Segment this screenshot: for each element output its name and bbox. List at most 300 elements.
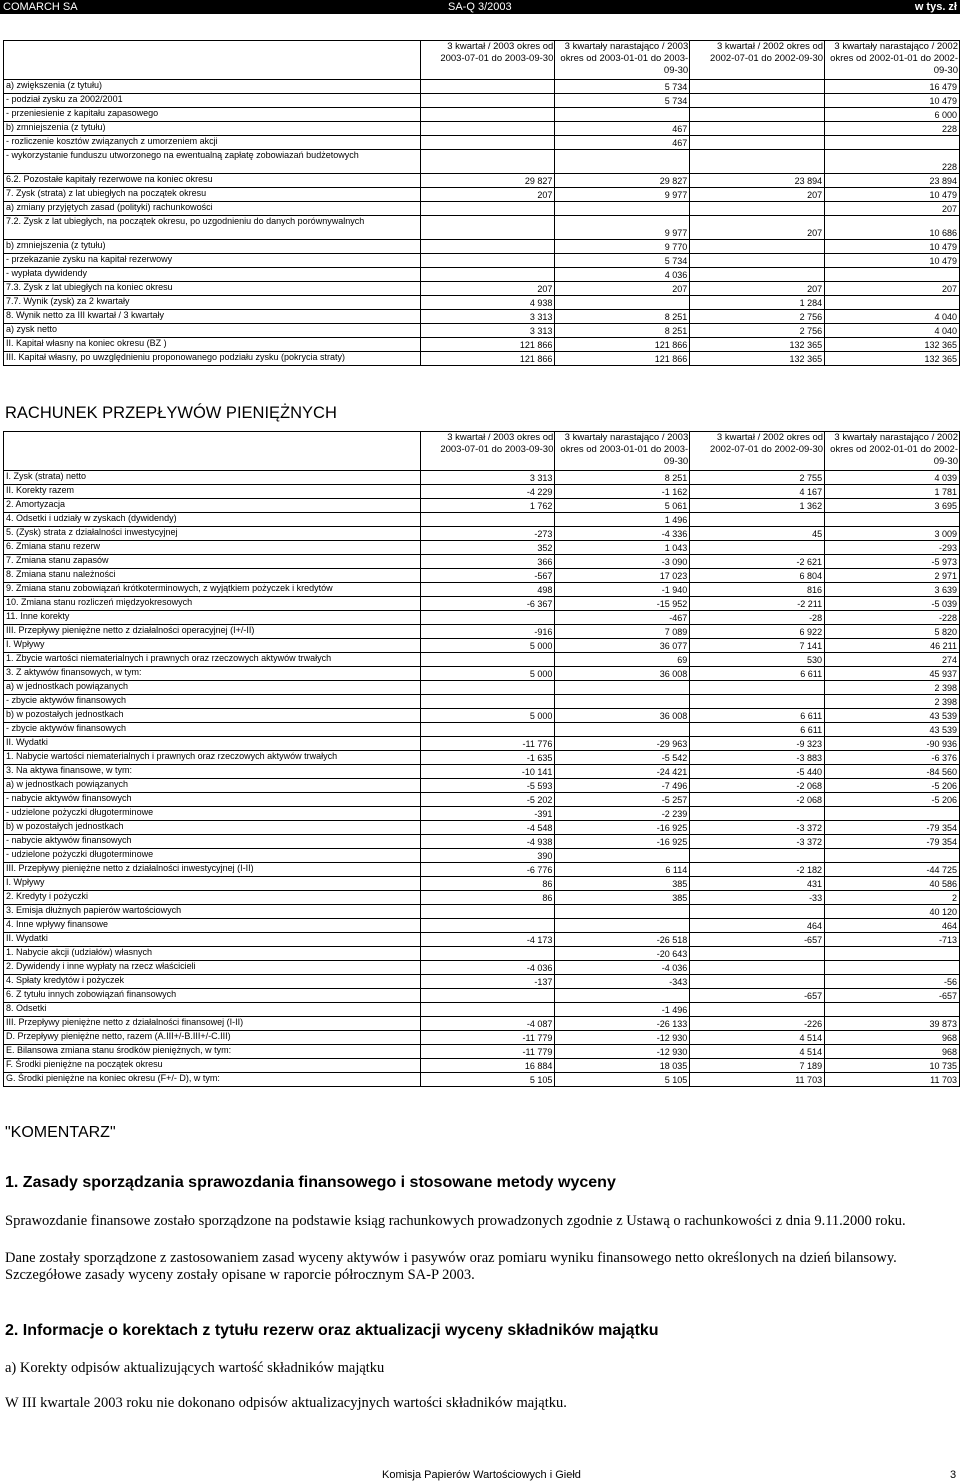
value-cell: 10 479 xyxy=(825,94,960,108)
value-cell: 5 105 xyxy=(555,1073,690,1087)
column-header: 3 kwartały narastająco / 2003 okres od 2003-01-01 do 2003-09-30 xyxy=(555,41,690,80)
value-cell: 366 xyxy=(420,555,555,569)
row-label: 3. Z aktywów finansowych, w tym: xyxy=(4,667,421,681)
value-cell: -5 257 xyxy=(555,793,690,807)
value-cell xyxy=(690,94,825,108)
value-cell xyxy=(555,849,690,863)
table-row xyxy=(4,136,960,150)
row-label: 9. Zmiana stanu zobowiązań krótkoterminowych, z wyjątkiem pożyczek i kredytów xyxy=(4,583,421,597)
value-cell: -4 938 xyxy=(420,835,555,849)
value-cell: -29 963 xyxy=(555,737,690,751)
row-label: II. Wydatki xyxy=(4,933,421,947)
value-cell: -657 xyxy=(825,989,960,1003)
table-row xyxy=(4,485,960,499)
paragraph-4: W III kwartale 2003 roku nie dokonano odpisów aktualizacyjnych wartości składników majątku. xyxy=(5,1395,567,1411)
company-name: COMARCH SA xyxy=(3,1,78,13)
row-label: 1. Zbycie wartości niematerialnych i prawnych oraz rzeczowych aktywów trwałych xyxy=(4,653,421,667)
value-cell: 1 362 xyxy=(690,499,825,513)
table-row xyxy=(4,933,960,947)
value-cell: 29 827 xyxy=(555,174,690,188)
value-cell xyxy=(690,947,825,961)
value-cell: -56 xyxy=(825,975,960,989)
table-row xyxy=(4,807,960,821)
table-row xyxy=(4,625,960,639)
row-label: - wykorzystanie funduszu utworzonego na ewentualną zapłatę zobowiazań budżetowych xyxy=(4,150,421,174)
value-cell: 207 xyxy=(690,282,825,296)
row-label: II. Korekty razem xyxy=(4,485,421,499)
value-cell: -5 039 xyxy=(825,597,960,611)
row-label: 2. Dywidendy i inne wypłaty na rzecz właścicieli xyxy=(4,961,421,975)
value-cell: 207 xyxy=(555,282,690,296)
table-header-row xyxy=(4,41,960,80)
value-cell: -137 xyxy=(420,975,555,989)
value-cell: 385 xyxy=(555,891,690,905)
value-cell: 431 xyxy=(690,877,825,891)
table-row xyxy=(4,919,960,933)
row-label: I. Wpływy xyxy=(4,639,421,653)
table-row xyxy=(4,849,960,863)
value-cell: -467 xyxy=(555,611,690,625)
row-label: III. Przepływy pieniężne netto z działalności finansowej (I-II) xyxy=(4,1017,421,1031)
table-row xyxy=(4,989,960,1003)
value-cell xyxy=(690,108,825,122)
value-cell xyxy=(420,513,555,527)
value-cell xyxy=(825,296,960,310)
table-row xyxy=(4,597,960,611)
value-cell: -7 496 xyxy=(555,779,690,793)
row-label: - przekazanie zysku na kapitał rezerwowy xyxy=(4,254,421,268)
value-cell: 3 639 xyxy=(825,583,960,597)
value-cell: -6 376 xyxy=(825,751,960,765)
value-cell xyxy=(420,989,555,1003)
value-cell xyxy=(420,240,555,254)
table-row xyxy=(4,779,960,793)
value-cell: -2 068 xyxy=(690,779,825,793)
value-cell xyxy=(555,681,690,695)
value-cell: 390 xyxy=(420,849,555,863)
value-cell: 1 781 xyxy=(825,485,960,499)
value-cell xyxy=(690,150,825,174)
value-cell: 7 089 xyxy=(555,625,690,639)
table-row xyxy=(4,216,960,240)
value-cell xyxy=(825,513,960,527)
value-cell xyxy=(690,202,825,216)
value-cell xyxy=(690,975,825,989)
value-cell: -657 xyxy=(690,933,825,947)
value-cell: -3 883 xyxy=(690,751,825,765)
value-cell: -5 206 xyxy=(825,793,960,807)
value-cell: -20 643 xyxy=(555,947,690,961)
value-cell: 464 xyxy=(825,919,960,933)
value-cell: 5 061 xyxy=(555,499,690,513)
value-cell: 6 114 xyxy=(555,863,690,877)
value-cell xyxy=(690,1003,825,1017)
table-row xyxy=(4,835,960,849)
value-cell: 6 611 xyxy=(690,709,825,723)
table-row xyxy=(4,667,960,681)
value-cell: -10 141 xyxy=(420,765,555,779)
table-row xyxy=(4,150,960,174)
table-row xyxy=(4,793,960,807)
paragraph-3: a) Korekty odpisów aktualizujących wartość składników majątku xyxy=(5,1360,385,1376)
value-cell: -5 593 xyxy=(420,779,555,793)
value-cell: 45 937 xyxy=(825,667,960,681)
table-row xyxy=(4,821,960,835)
value-cell: 4 040 xyxy=(825,324,960,338)
table-row xyxy=(4,202,960,216)
value-cell xyxy=(420,94,555,108)
table-row xyxy=(4,108,960,122)
value-cell: 36 008 xyxy=(555,667,690,681)
value-cell xyxy=(825,849,960,863)
column-header: 3 kwartały narastająco / 2002 okres od 2002-01-01 do 2002-09-30 xyxy=(825,41,960,80)
value-cell xyxy=(690,807,825,821)
table-row xyxy=(4,751,960,765)
value-cell: 10 735 xyxy=(825,1059,960,1073)
value-cell: 8 251 xyxy=(555,324,690,338)
cash-flow-title: RACHUNEK PRZEPŁYWÓW PIENIĘŻNYCH xyxy=(5,404,337,422)
table-row xyxy=(4,723,960,737)
value-cell: 9 770 xyxy=(555,240,690,254)
value-cell xyxy=(555,296,690,310)
row-label: a) w jednostkach powiązanych xyxy=(4,681,421,695)
value-cell: 10 479 xyxy=(825,240,960,254)
row-label: D. Przepływy pieniężne netto, razem (A.III+/-B.III+/-C.III) xyxy=(4,1031,421,1045)
value-cell: 43 539 xyxy=(825,709,960,723)
value-cell xyxy=(690,961,825,975)
value-cell: -79 354 xyxy=(825,835,960,849)
row-label: - nabycie aktywów finansowych xyxy=(4,793,421,807)
cash-flow-table xyxy=(3,431,960,1087)
value-cell: -3 372 xyxy=(690,821,825,835)
value-cell xyxy=(690,136,825,150)
column-header: 3 kwartał / 2002 okres od 2002-07-01 do 2002-09-30 xyxy=(690,432,825,471)
table-row xyxy=(4,513,960,527)
value-cell xyxy=(690,849,825,863)
table-row xyxy=(4,765,960,779)
value-cell xyxy=(420,122,555,136)
value-cell: 132 365 xyxy=(690,338,825,352)
row-label: 3. Emisja dłużnych papierów wartościowych xyxy=(4,905,421,919)
row-label: 4. Odsetki i udziały w zyskach (dywidendy) xyxy=(4,513,421,527)
section-heading-1: 1. Zasady sporządzania sprawozdania finansowego i stosowane metody wyceny xyxy=(5,1174,616,1191)
table-row xyxy=(4,737,960,751)
value-cell xyxy=(690,80,825,94)
value-cell: -26 518 xyxy=(555,933,690,947)
table-row xyxy=(4,1073,960,1087)
row-label: E. Bilansowa zmiana stanu środków pieniężnych, w tym: xyxy=(4,1045,421,1059)
value-cell: -6 776 xyxy=(420,863,555,877)
column-header: 3 kwartały narastająco / 2003 okres od 2003-01-01 do 2003-09-30 xyxy=(555,432,690,471)
row-label: - rozliczenie kosztów związanych z umorzeniem akcji xyxy=(4,136,421,150)
value-cell: 11 703 xyxy=(825,1073,960,1087)
value-cell: 5 000 xyxy=(420,709,555,723)
value-cell: -1 940 xyxy=(555,583,690,597)
value-cell: 10 479 xyxy=(825,254,960,268)
value-cell: -273 xyxy=(420,527,555,541)
header-blank-cell xyxy=(4,41,421,80)
table-row xyxy=(4,188,960,202)
row-label: - wypłata dywidendy xyxy=(4,268,421,282)
table-row xyxy=(4,1059,960,1073)
row-label: 8. Wynik netto za III kwartał / 3 kwartały xyxy=(4,310,421,324)
table-row xyxy=(4,527,960,541)
value-cell: -4 087 xyxy=(420,1017,555,1031)
table-row xyxy=(4,282,960,296)
value-cell: 40 586 xyxy=(825,877,960,891)
row-label: - udzielone pożyczki długoterminowe xyxy=(4,849,421,863)
value-cell: 39 873 xyxy=(825,1017,960,1031)
value-cell: 8 251 xyxy=(555,471,690,485)
value-cell: 18 035 xyxy=(555,1059,690,1073)
row-label: III. Przepływy pieniężne netto z działalności operacyjnej (I+/-II) xyxy=(4,625,421,639)
value-cell: -11 779 xyxy=(420,1031,555,1045)
table-row xyxy=(4,1003,960,1017)
row-label: b) zmniejszenia (z tytułu) xyxy=(4,240,421,254)
value-cell: 2 971 xyxy=(825,569,960,583)
value-cell: 228 xyxy=(825,150,960,174)
value-cell: 1 043 xyxy=(555,541,690,555)
row-label: 1. Nabycie wartości niematerialnych i prawnych oraz rzeczowych aktywów trwałych xyxy=(4,751,421,765)
value-cell: -2 239 xyxy=(555,807,690,821)
value-cell: -391 xyxy=(420,807,555,821)
table-row xyxy=(4,338,960,352)
value-cell xyxy=(555,905,690,919)
value-cell: 4 514 xyxy=(690,1031,825,1045)
row-label: b) zmniejszenia (z tytułu) xyxy=(4,122,421,136)
value-cell: 121 866 xyxy=(555,352,690,366)
value-cell xyxy=(420,136,555,150)
value-cell: 3 313 xyxy=(420,310,555,324)
table-row xyxy=(4,905,960,919)
value-cell: 132 365 xyxy=(690,352,825,366)
value-cell: 4 036 xyxy=(555,268,690,282)
value-cell: 5 734 xyxy=(555,254,690,268)
value-cell: 1 762 xyxy=(420,499,555,513)
row-label: III. Kapitał własny, po uwzględnieniu proponowanego podziału zysku (pokrycia straty) xyxy=(4,352,421,366)
value-cell xyxy=(690,268,825,282)
value-cell: -90 936 xyxy=(825,737,960,751)
value-cell: -1 635 xyxy=(420,751,555,765)
row-label: 8. Zmiana stanu należności xyxy=(4,569,421,583)
page-number: 3 xyxy=(950,1469,957,1481)
value-cell xyxy=(555,202,690,216)
row-label: - zbycie aktywów finansowych xyxy=(4,723,421,737)
table-row xyxy=(4,681,960,695)
section-heading-2: 2. Informacje o korektach z tytułu rezerw oraz aktualizacji wyceny składników majątku xyxy=(5,1322,659,1339)
table-row xyxy=(4,80,960,94)
value-cell: -4 336 xyxy=(555,527,690,541)
value-cell: 2 756 xyxy=(690,310,825,324)
value-cell: -5 542 xyxy=(555,751,690,765)
value-cell: -28 xyxy=(690,611,825,625)
value-cell: 121 866 xyxy=(420,352,555,366)
value-cell xyxy=(555,723,690,737)
value-cell: 132 365 xyxy=(825,352,960,366)
value-cell xyxy=(420,905,555,919)
value-cell: -4 036 xyxy=(420,961,555,975)
row-label: 1. Nabycie akcji (udziałów) własnych xyxy=(4,947,421,961)
value-cell: 45 xyxy=(690,527,825,541)
value-cell: 2 756 xyxy=(690,324,825,338)
value-cell: 121 866 xyxy=(420,338,555,352)
value-cell: 274 xyxy=(825,653,960,667)
value-cell: -5 202 xyxy=(420,793,555,807)
value-cell: 4 040 xyxy=(825,310,960,324)
value-cell: -4 173 xyxy=(420,933,555,947)
row-label: II. Kapitał własny na koniec okresu (BZ ) xyxy=(4,338,421,352)
value-cell: 385 xyxy=(555,877,690,891)
value-cell: -2 211 xyxy=(690,597,825,611)
value-cell xyxy=(420,947,555,961)
value-cell: 43 539 xyxy=(825,723,960,737)
value-cell xyxy=(690,254,825,268)
value-cell: -4 548 xyxy=(420,821,555,835)
value-cell: 464 xyxy=(690,919,825,933)
value-cell xyxy=(420,216,555,240)
value-cell: 36 008 xyxy=(555,709,690,723)
value-cell: 1 496 xyxy=(555,513,690,527)
row-label: 3. Na aktywa finansowe, w tym: xyxy=(4,765,421,779)
value-cell: -9 323 xyxy=(690,737,825,751)
value-cell: 207 xyxy=(420,188,555,202)
table-row xyxy=(4,961,960,975)
value-cell: 46 211 xyxy=(825,639,960,653)
value-cell xyxy=(690,240,825,254)
table-row xyxy=(4,863,960,877)
column-header: 3 kwartały narastająco / 2002 okres od 2002-01-01 do 2002-09-30 xyxy=(825,432,960,471)
value-cell: 10 686 xyxy=(825,216,960,240)
value-cell: 86 xyxy=(420,891,555,905)
value-cell: 2 xyxy=(825,891,960,905)
value-cell: 3 313 xyxy=(420,471,555,485)
row-label: a) zmiany przyjętych zasad (polityki) rachunkowości xyxy=(4,202,421,216)
row-label: a) w jednostkach powiązanych xyxy=(4,779,421,793)
value-cell: 2 755 xyxy=(690,471,825,485)
value-cell: -5 973 xyxy=(825,555,960,569)
value-cell xyxy=(555,108,690,122)
row-label: a) zysk netto xyxy=(4,324,421,338)
value-cell: 530 xyxy=(690,653,825,667)
value-cell: 11 703 xyxy=(690,1073,825,1087)
value-cell: 207 xyxy=(690,188,825,202)
value-cell: 228 xyxy=(825,122,960,136)
value-cell: -33 xyxy=(690,891,825,905)
value-cell: 3 009 xyxy=(825,527,960,541)
value-cell: -24 421 xyxy=(555,765,690,779)
footer-institution: Komisja Papierów Wartościowych i Giełd xyxy=(382,1469,581,1481)
value-cell: -228 xyxy=(825,611,960,625)
commentary-heading: "KOMENTARZ" xyxy=(5,1124,116,1141)
row-label: III. Przepływy pieniężne netto z działalności inwestycyjnej (I-II) xyxy=(4,863,421,877)
value-cell: 5 820 xyxy=(825,625,960,639)
table-row xyxy=(4,254,960,268)
value-cell xyxy=(555,695,690,709)
row-label: 7.2. Zysk z lat ubiegłych, na początek okresu, po uzgodnieniu do danych porównywalnych xyxy=(4,216,421,240)
table-row xyxy=(4,877,960,891)
value-cell xyxy=(690,681,825,695)
value-cell: 7 189 xyxy=(690,1059,825,1073)
value-cell: 4 039 xyxy=(825,471,960,485)
value-cell xyxy=(690,541,825,555)
value-cell: 7 141 xyxy=(690,639,825,653)
value-cell: 2 398 xyxy=(825,695,960,709)
value-cell: -16 925 xyxy=(555,821,690,835)
value-cell: 5 000 xyxy=(420,639,555,653)
row-label: I. Zysk (strata) netto xyxy=(4,471,421,485)
value-cell: 9 977 xyxy=(555,216,690,240)
value-cell: 132 365 xyxy=(825,338,960,352)
row-label: 4. Spłaty kredytów i pożyczek xyxy=(4,975,421,989)
value-cell: -343 xyxy=(555,975,690,989)
table-row xyxy=(4,569,960,583)
value-cell: -16 925 xyxy=(555,835,690,849)
value-cell xyxy=(825,807,960,821)
value-cell xyxy=(555,919,690,933)
value-cell: 3 695 xyxy=(825,499,960,513)
value-cell: -1 496 xyxy=(555,1003,690,1017)
row-label: F. Środki pieniężne na początek okresu xyxy=(4,1059,421,1073)
row-label: 4. Inne wpływy finansowe xyxy=(4,919,421,933)
value-cell: -4 036 xyxy=(555,961,690,975)
row-label: - nabycie aktywów finansowych xyxy=(4,835,421,849)
row-label: 2. Amortyzacja xyxy=(4,499,421,513)
value-cell: -293 xyxy=(825,541,960,555)
table-row xyxy=(4,310,960,324)
value-cell: -12 930 xyxy=(555,1031,690,1045)
value-cell: 10 479 xyxy=(825,188,960,202)
table-row xyxy=(4,1045,960,1059)
value-cell xyxy=(420,1003,555,1017)
table-row xyxy=(4,653,960,667)
value-cell: 498 xyxy=(420,583,555,597)
value-cell: -3 090 xyxy=(555,555,690,569)
value-cell xyxy=(420,254,555,268)
value-cell: 467 xyxy=(555,122,690,136)
value-cell xyxy=(825,947,960,961)
value-cell: 69 xyxy=(555,653,690,667)
value-cell xyxy=(690,905,825,919)
value-cell: -2 182 xyxy=(690,863,825,877)
value-cell xyxy=(825,268,960,282)
value-cell xyxy=(420,723,555,737)
table-row xyxy=(4,122,960,136)
value-cell xyxy=(825,1003,960,1017)
column-header: 3 kwartał / 2002 okres od 2002-07-01 do 2002-09-30 xyxy=(690,41,825,80)
value-cell: 5 105 xyxy=(420,1073,555,1087)
header-blank-cell xyxy=(4,432,421,471)
row-label: 8. Odsetki xyxy=(4,1003,421,1017)
value-cell: 6 804 xyxy=(690,569,825,583)
row-label: 10. Zmiana stanu rozliczeń międzyokresowych xyxy=(4,597,421,611)
table-header-row xyxy=(4,432,960,471)
value-cell: -2 068 xyxy=(690,793,825,807)
value-cell: 207 xyxy=(825,202,960,216)
report-code: SA-Q 3/2003 xyxy=(448,1,512,13)
value-cell: -12 930 xyxy=(555,1045,690,1059)
value-cell: 3 313 xyxy=(420,324,555,338)
value-cell: 6 611 xyxy=(690,723,825,737)
value-cell: -4 229 xyxy=(420,485,555,499)
value-cell: 29 827 xyxy=(420,174,555,188)
value-cell xyxy=(420,80,555,94)
value-cell: 207 xyxy=(420,282,555,296)
row-label: - podział zysku za 2002/2001 xyxy=(4,94,421,108)
row-label: 6. Zmiana stanu rezerw xyxy=(4,541,421,555)
value-cell: 17 023 xyxy=(555,569,690,583)
table-row xyxy=(4,174,960,188)
row-label: II. Wydatki xyxy=(4,737,421,751)
